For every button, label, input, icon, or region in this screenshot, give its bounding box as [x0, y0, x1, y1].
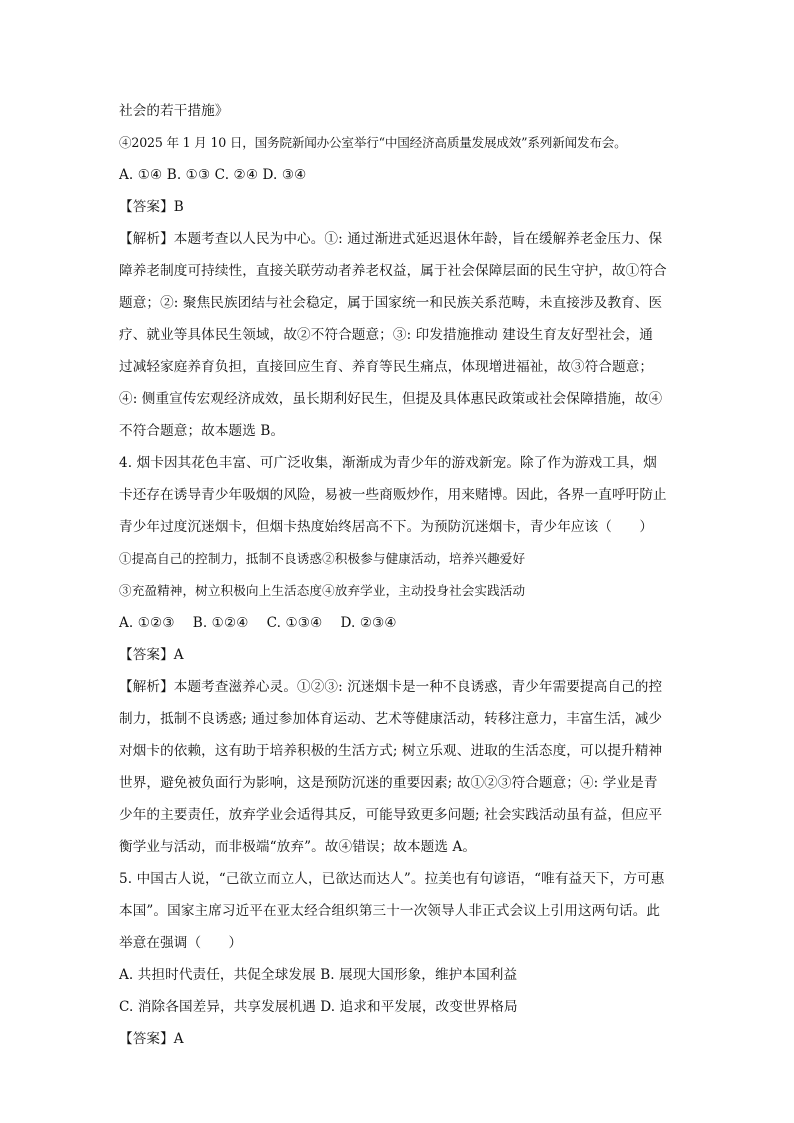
option-line: A. ①②③ B. ①②④ C. ①③④ D. ②③④	[119, 615, 397, 631]
question-line: 本国”。国家主席习近平在亚太经合组织第三十一次领导人非正式会议上引用这两句话。此	[119, 903, 661, 919]
statement-line: ①提高自己的控制力，抵制不良诱惑②积极参与健康活动，培养兴趣爱好	[119, 551, 526, 566]
question-line: 卡还存在诱导青少年吸烟的风险，易被一些商贩炒作，用来赌博。因此，各界一直呼吁防止	[119, 487, 667, 503]
analysis-line: 世界，避免被负面行为影响，这是预防沉迷的重要因素; 故①②③符合题意；④: 学业是青	[119, 775, 658, 791]
analysis-line: ④: 侧重宣传宏观经济成效，虽长期利好民生，但提及具体惠民政策或社会保障措施，故④	[119, 391, 663, 407]
option-line: A. ①④ B. ①③ C. ②④ D. ③④	[119, 167, 307, 183]
answer-line: 【答案】A	[119, 1031, 184, 1047]
text-line: ④2025 年 1 月 10 日，国务院新闻办公室举行“中国经济高质量发展成效”系列新闻发布会。	[119, 135, 627, 150]
analysis-line: 少年的主要责任，放弃学业会适得其反，可能导致更多问题; 社会实践活动虽有益，但应平	[119, 807, 663, 823]
statement-line: ③充盈精神，树立积极向上生活态度④放弃学业，主动投身社会实践活动	[119, 583, 526, 598]
text-line: 社会的若干措施》	[119, 103, 229, 119]
question-line: 青少年过度沉迷烟卡，但烟卡热度始终居高不下。为预防沉迷烟卡，青少年应该（ ）	[119, 519, 654, 535]
question-line: 举意在强调（ ）	[119, 935, 243, 951]
option-line: C. 消除各国差异，共享发展机遇 D. 追求和平发展，改变世界格局	[119, 999, 518, 1015]
analysis-line: 【解析】本题考查滋养心灵。①②③: 沉迷烟卡是一种不良诱惑，青少年需要提高自己的控	[119, 679, 663, 695]
analysis-line: 衡学业与活动，而非极端“放弃”。故④错误；故本题选 A。	[119, 839, 477, 855]
analysis-line: 不符合题意；故本题选 B。	[119, 423, 285, 439]
answer-line: 【答案】B	[119, 199, 184, 215]
answer-line: 【答案】A	[119, 647, 184, 663]
analysis-line: 疗、就业等具体民生领域，故②不符合题意；③: 印发措施推动 建设生育友好型社会，通	[119, 327, 653, 343]
question-line: 5. 中国古人说，“己欲立而立人，已欲达而达人”。拉美也有句谚语，“唯有益天下，方可惠	[119, 871, 665, 887]
analysis-line: 【解析】本题考查以人民为中心。①: 通过渐进式延迟退休年龄，旨在缓解养老金压力、保	[119, 231, 663, 247]
analysis-line: 制力，抵制不良诱惑; 通过参加体育运动、艺术等健康活动，转移注意力，丰富生活，减少	[119, 711, 663, 727]
question-line: 4. 烟卡因其花色丰富、可广泛收集，渐渐成为青少年的游戏新宠。除了作为游戏工具，烟	[119, 455, 657, 471]
analysis-line: 题意；②: 聚焦民族团结与社会稳定，属于国家统一和民族关系范畴，未直接涉及教育、医	[119, 295, 663, 311]
analysis-line: 过减轻家庭养育负担，直接回应生育、养育等民生痛点，体现增进福祉，故③符合题意；	[119, 359, 654, 375]
analysis-line: 障养老制度可持续性，直接关联劳动者养老权益，属于社会保障层面的民生守护，故①符合	[119, 263, 667, 279]
analysis-line: 对烟卡的依赖，这有助于培养积极的生活方式; 树立乐观、进取的生活态度，可以提升精神	[119, 743, 663, 759]
option-line: A. 共担时代责任，共促全球发展 B. 展现大国形象，维护本国利益	[119, 967, 518, 983]
